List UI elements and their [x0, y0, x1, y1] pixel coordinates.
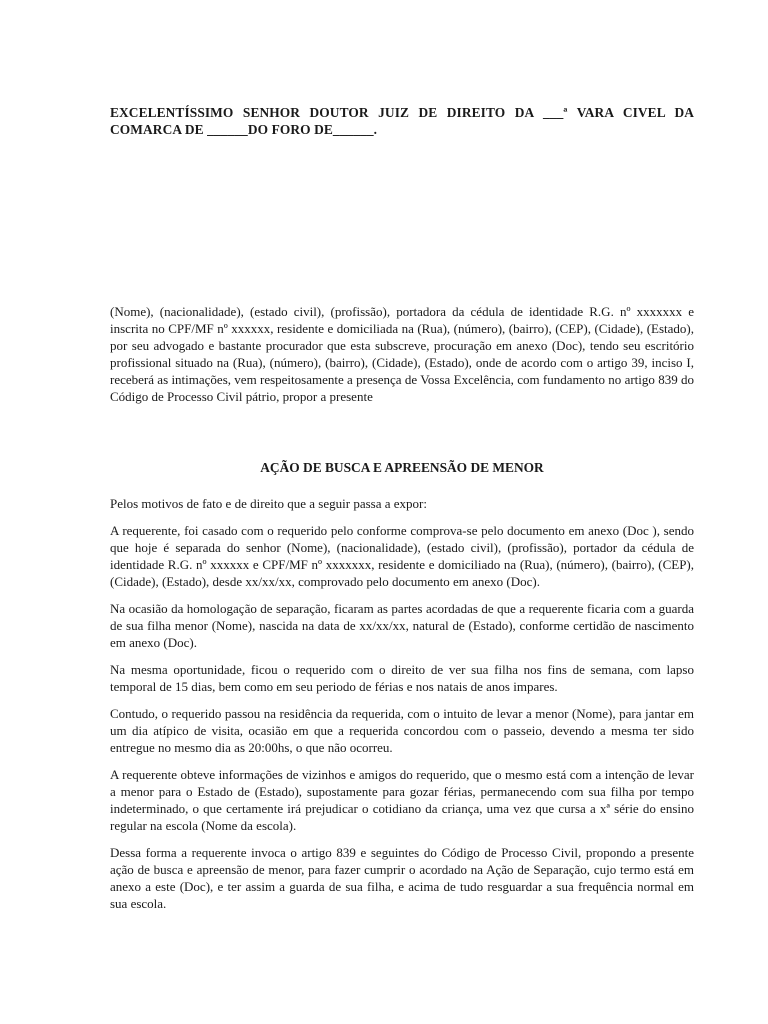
paragraph-incident: Contudo, o requerido passou na residência da requerida, com o intuito de levar a menor (Nome), para jantar em um dia atípico de visita, ocasião em que a requerida concordou com o passeio, devendo a mesma ter sido entregue no mesmo dia as 20:00hs, o que não ocorreu.: [110, 706, 694, 755]
body-paragraphs: [110, 495, 694, 922]
document-page: [110, 0, 694, 1024]
intro-paragraph: (Nome), (nacionalidade), (estado civil), (profissão), portadora da cédula de identidade R.G. nº xxxxxxx e inscrita no CPF/MF nº xxxxxx, residente e domiciliada na (Rua), (número), (bairro), (CEP), (Cidade), (Estado), por seu advogado e bastante procurador que esta subscreve, procuração em anexo (Doc), tendo seu escritório profissional situado na (Rua), (número), (bairro), (Cidade), (Estado), onde de acordo com o artigo 39, inciso I, receberá as intimações, vem respeitosamente a presença de Vossa Excelência, com fundamento no artigo 839 do Código de Processo Civil pátrio, propor a presente: [110, 304, 694, 404]
paragraph-custody: Na ocasião da homologação de separação, ficaram as partes acordadas de que a requerente ficaria com a guarda de sua filha menor (Nome), nascida na data de xx/xx/xx, natural de (Estado), conforme certidão de nascimento em anexo (Doc).: [110, 601, 694, 650]
paragraph-marriage: A requerente, foi casado com o requerido pelo conforme comprova-se pelo documento em anexo (Doc ), sendo que hoje é separada do senhor (Nome), (nacionalidade), (estado civil), (profissão), portador da cédula de identidade R.G. nº xxxxxx e CPF/MF nº xxxxxxx, residente e domiciliado na (Rua), (número), (bairro), (CEP), (Cidade), (Estado), desde xx/xx/xx, comprovado pelo documento em anexo (Doc).: [110, 523, 694, 589]
court-address-heading: EXCELENTÍSSIMO SENHOR DOUTOR JUIZ DE DIREITO DA ___ª VARA CIVEL DA COMARCA DE ______DO FORO DE______.: [110, 105, 694, 137]
paragraph-information: A requerente obteve informações de vizinhos e amigos do requerido, que o mesmo está com a intenção de levar a menor para o Estado de (Estado), supostamente para gozar férias, permanecendo com sua filha por tempo indeterminado, o que certamente irá prejudicar o cotidiano da criança, uma vez que cursa a xª série do ensino regular na escola (Nome da escola).: [110, 767, 694, 833]
paragraph-motives: Pelos motivos de fato e de direito que a seguir passa a expor:: [110, 496, 427, 511]
action-title: AÇÃO DE BUSCA E APREENSÃO DE MENOR: [260, 460, 544, 475]
paragraph-request: Dessa forma a requerente invoca o artigo 839 e seguintes do Código de Processo Civil, propondo a presente ação de busca e apreensão de menor, para fazer cumprir o acordado na Ação de Separação, cujo termo está em anexo a este (Doc), e ter assim a guarda de sua filha, e acima de tudo resguardar a sua frequência normal em sua escola.: [110, 845, 694, 911]
paragraph-visitation: Na mesma oportunidade, ficou o requerido com o direito de ver sua filha nos fins de semana, com lapso temporal de 15 dias, bem como em seu periodo de férias e nos natais de anos impares.: [110, 662, 694, 694]
